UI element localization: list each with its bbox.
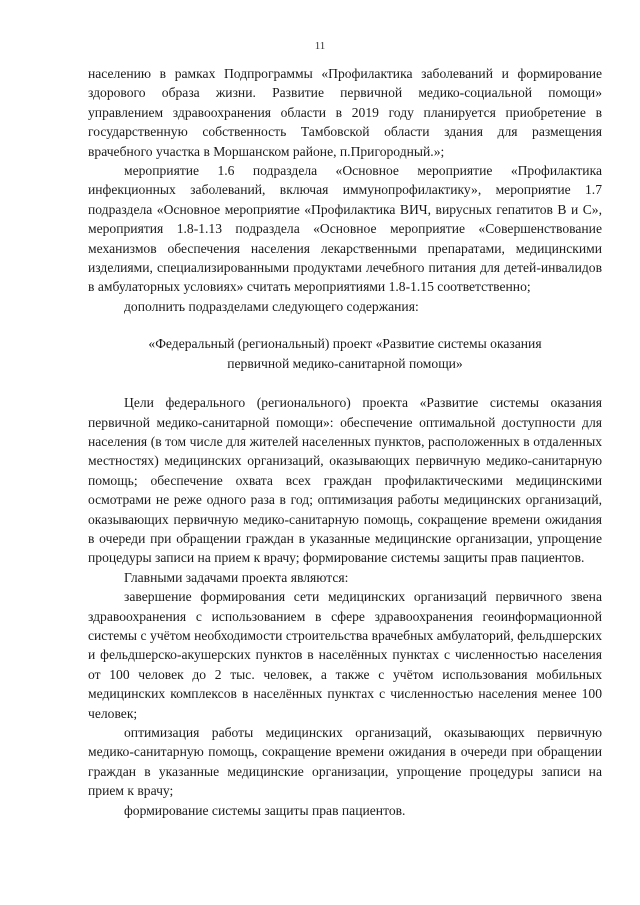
section-heading-line-1: «Федеральный (региональный) проект «Развитие системы оказания — [148, 336, 542, 352]
section-heading-line-2: первичной медико-санитарной помощи» — [227, 355, 463, 371]
page-number: 11 — [314, 40, 326, 52]
paragraph-measures-renumbering: мероприятие 1.6 подраздела «Основное мероприятие «Профилактика инфекционных заболеваний, включая иммунопрофилактику», мероприятие 1.7 подраздела «Основное мероприятие «Профилактика ВИЧ, вирусных гепатитов В и С», мероприятия 1.8-1.13 подраздела «Основное мероприятие «Совершенствование механизмов обеспечения населения лекарственными препаратами, медицинскими изделиями, специализированными продуктами лечебного питания для детей-инвалидов в амбулаторных условиях» считать мероприятиями 1.8-1.15 соответственно; — [88, 163, 602, 295]
section-heading — [88, 334, 602, 373]
paragraph-add-subsections: дополнить подразделами следующего содержания: — [124, 298, 419, 314]
paragraph-task-rights: формирование системы защиты прав пациентов. — [124, 802, 406, 818]
document-body — [88, 64, 602, 820]
paragraph-continuation: населению в рамках Подпрограммы «Профилактика заболеваний и формирование здорового образа жизни. Развитие первичной медико-социальной помощи» управлением здравоохранения области в 2019 году планируется приобретение в государственную собственность Тамбовской области здания для размещения врачебного участка в Моршанском районе, п.Пригородный.»; — [88, 66, 602, 159]
paragraph-project-goals: Цели федерального (регионального) проекта «Развитие системы оказания первичной медико-санитарной помощи»: обеспечение оптимальной доступности для населения (в том числе для жителей населенных пунктов, расположенных в отдаленных местностях) медицинских организаций, оказывающих первичную медико-санитарную помощь; обеспечение охвата всех граждан профилактическими медицинскими осмотрами не реже одного раза в год; оптимизация работы медицинских организаций, оказывающих первичную медико-санитарную помощь, сокращение времени ожидания в очереди при обращении граждан в указанные медицинские организации, упрощение процедуры записи на прием к врачу; формирование системы защиты прав пациентов. — [88, 395, 602, 566]
paragraph-task-optimization: оптимизация работы медицинских организаций, оказывающих первичную медико-санитарную помощь, сокращение времени ожидания в очереди при обращении граждан в указанные медицинские организации, упрощение процедуры записи на прием к врачу; — [88, 725, 602, 799]
paragraph-task-network: завершение формирования сети медицинских организаций первичного звена здравоохранения с использованием в сфере здравоохранения геоинформационной системы с учётом необходимости строительства врачебных амбулаторий, фельдшерских и фельдшерско-акушерских пунктов в населённых пунктах с численностью населения от 100 человек до 2 тыс. человек, а также с учётом использования мобильных медицинских комплексов в населённых пунктах с численностью населения менее 100 человек; — [88, 589, 602, 721]
paragraph-main-tasks-intro: Главными задачами проекта являются: — [124, 569, 349, 585]
